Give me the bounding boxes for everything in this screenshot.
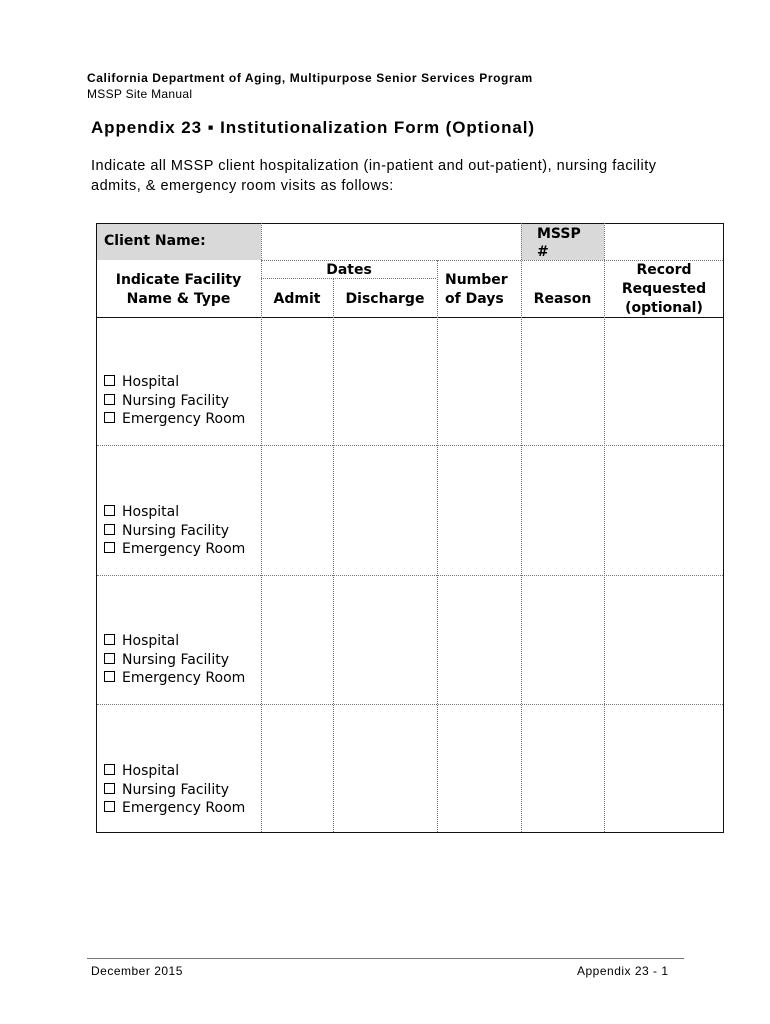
checkbox-icon — [104, 671, 115, 682]
hospital-checkbox[interactable]: Hospital — [104, 632, 245, 651]
intro-text: Indicate all MSSP client hospitalization (in-patient and out-patient), nursing facility admits, & emergency room visits as follows: — [91, 158, 657, 194]
emergency-room-checkbox[interactable]: Emergency Room — [104, 669, 245, 688]
nursing-facility-checkbox[interactable]: Nursing Facility — [104, 392, 245, 411]
hospital-checkbox[interactable]: Hospital — [104, 503, 245, 522]
page-title: Appendix 23 ▪ Institutionalization Form (Optional) — [91, 118, 535, 137]
checkbox-icon — [104, 524, 115, 535]
institutionalization-table — [96, 223, 724, 833]
client-name-label: Client Name: — [104, 233, 206, 249]
col-discharge-header: Discharge — [345, 291, 425, 307]
checkbox-icon — [104, 634, 115, 645]
checkbox-icon — [104, 505, 115, 516]
col-record-header: Record Requested (optional) — [621, 262, 707, 316]
checkbox-icon — [104, 394, 115, 405]
hospital-checkbox[interactable]: Hospital — [104, 762, 245, 781]
mssp-number-field[interactable] — [605, 224, 723, 259]
col-facility-header: Indicate Facility Name & Type — [115, 272, 242, 307]
nursing-facility-checkbox[interactable]: Nursing Facility — [104, 522, 245, 541]
header-manual: MSSP Site Manual — [87, 87, 193, 101]
checkbox-icon — [104, 764, 115, 775]
col-reason-header: Reason — [533, 291, 592, 307]
table-row — [104, 503, 245, 559]
checkbox-icon — [104, 783, 115, 794]
table-row — [104, 632, 245, 688]
header-organization: California Department of Aging, Multipurpose Senior Services Program — [87, 71, 533, 85]
hospital-checkbox[interactable]: Hospital — [104, 373, 245, 392]
checkbox-icon — [104, 375, 115, 386]
col-admit-header: Admit — [273, 291, 321, 307]
checkbox-icon — [104, 653, 115, 664]
mssp-number-label: MSSP # — [537, 226, 581, 260]
footer-page-number: Appendix 23 - 1 — [577, 964, 669, 978]
table-row — [104, 762, 245, 818]
table-row — [104, 373, 245, 429]
col-days-header: Number of Days — [445, 272, 508, 307]
checkbox-icon — [104, 542, 115, 553]
footer-date: December 2015 — [91, 964, 183, 978]
emergency-room-checkbox[interactable]: Emergency Room — [104, 410, 245, 429]
checkbox-icon — [104, 412, 115, 423]
nursing-facility-checkbox[interactable]: Nursing Facility — [104, 651, 245, 670]
nursing-facility-checkbox[interactable]: Nursing Facility — [104, 781, 245, 800]
emergency-room-checkbox[interactable]: Emergency Room — [104, 540, 245, 559]
col-dates-header: Dates — [326, 262, 372, 278]
client-name-field[interactable] — [262, 224, 524, 259]
emergency-room-checkbox[interactable]: Emergency Room — [104, 799, 245, 818]
checkbox-icon — [104, 801, 115, 812]
footer-divider — [87, 958, 684, 959]
